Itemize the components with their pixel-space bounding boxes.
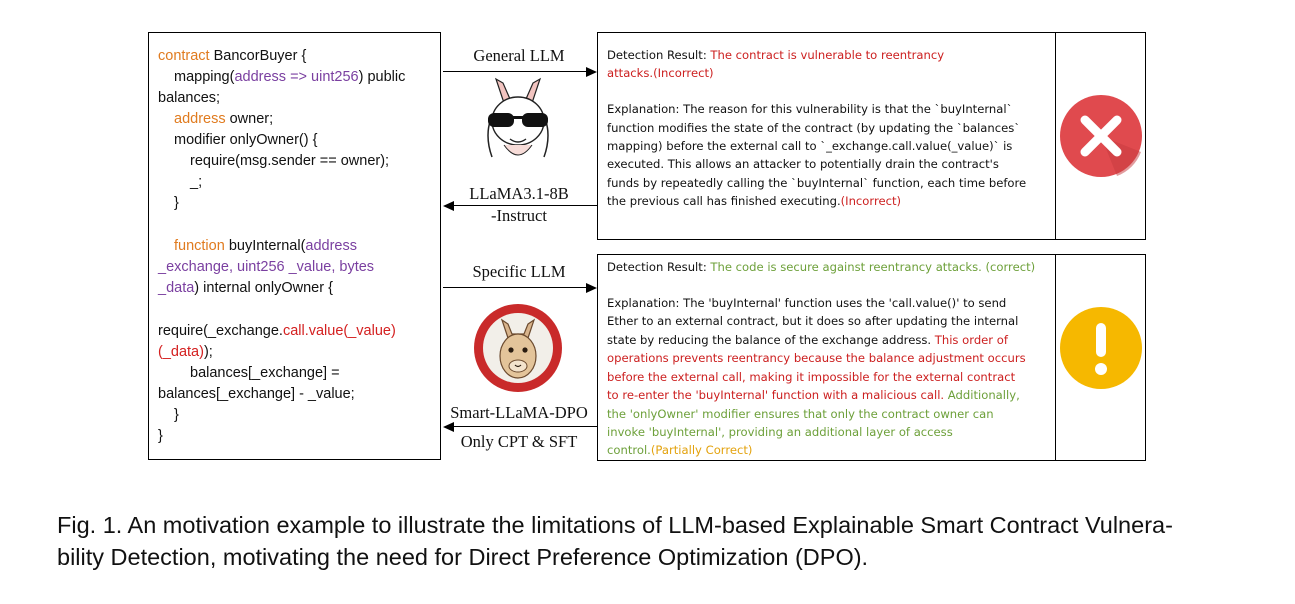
arrow-to-top-response — [443, 71, 587, 72]
smart-llama-label: Smart-LLaMA-DPO — [450, 403, 588, 422]
top-explanation-line2: function modifies the state of the contract (by updating the `balances` — [607, 121, 1021, 135]
top-explanation-line5: funds by repeatedly calling the `buyInternal` function, each time before — [607, 176, 1027, 190]
bottom-explanation-line1: Explanation: The 'buyInternal' function uses the 'call.value()' to send — [607, 296, 1007, 310]
bottom-explanation-line2: Ether to an external contract, but it does so after updating the internal — [607, 314, 1019, 328]
top-explanation-line4: executed. This allows an attacker to potentially drain the contract's — [607, 157, 999, 171]
exclamation-circle-icon — [1059, 306, 1143, 390]
code-line-17: } — [158, 428, 163, 444]
only-cpt-sft-label: Only CPT & SFT — [460, 432, 578, 451]
code-line-3: balances; — [158, 90, 221, 106]
code-panel — [148, 32, 441, 460]
top-explanation-line3: mapping) before the external call to `_exchange.call.value(_value)` is — [607, 139, 1013, 153]
llama-label-line2: -Instruct — [491, 206, 547, 225]
arrow-head-right-bottom — [586, 283, 597, 293]
code-line-7: _; — [190, 174, 203, 190]
bottom-explanation-line8: invoke 'buyInternal', providing an additional layer of access — [607, 425, 953, 439]
general-llm-response-panel — [597, 32, 1056, 240]
figure-caption-line2: bility Detection, motivating the need for Direct Preference Optimization (DPO). — [57, 544, 869, 570]
code-line-15: balances[_exchange] - _value; — [158, 386, 355, 402]
code-line-1: contract BancorBuyer { — [158, 48, 307, 64]
code-line-5: modifier onlyOwner() { — [174, 132, 318, 148]
arrow-back-top — [454, 205, 597, 206]
top-status-cell — [1056, 32, 1146, 240]
top-detection-result-line1: Detection Result: The contract is vulnerable to reentrancy — [607, 48, 945, 62]
bottom-explanation-line4: operations prevents reentrancy because the balance adjustment occurs — [607, 351, 1026, 365]
bottom-explanation-line7: the 'onlyOwner' modifier ensures that only the contract owner can — [607, 407, 994, 421]
general-llm-label: General LLM — [473, 46, 565, 65]
bottom-explanation-line3: state by reducing the balance of the exchange address. This order of — [607, 333, 1008, 347]
arrow-to-bottom-response — [443, 287, 587, 288]
arrow-head-left-bottom — [443, 422, 454, 432]
arrow-head-right-top — [586, 67, 597, 77]
code-line-4: address owner; — [174, 111, 274, 127]
code-line-14: balances[_exchange] = — [190, 365, 340, 381]
code-line-2: mapping(address => uint256) public — [174, 69, 406, 85]
code-line-13: (_data)); — [158, 344, 213, 360]
x-circle-icon — [1059, 94, 1143, 178]
specific-llm-response-panel — [597, 254, 1056, 461]
code-line-8: } — [174, 195, 179, 211]
bottom-explanation-line9: control.(Partially Correct) — [607, 443, 753, 457]
bottom-detection-result: Detection Result: The code is secure against reentrancy attacks. (correct) — [607, 260, 1036, 274]
general-llama-icon — [478, 75, 558, 167]
bottom-status-cell — [1056, 254, 1146, 461]
arrow-back-bottom — [454, 426, 597, 427]
llama-label-line1: LLaMA3.1-8B — [469, 184, 569, 203]
code-line-16: } — [174, 407, 179, 423]
code-line-11: _data) internal onlyOwner { — [158, 280, 333, 296]
arrow-head-left-top — [443, 201, 454, 211]
smart-llama-logo-icon — [472, 302, 564, 394]
code-line-12: require(_exchange.call.value(_value) — [158, 323, 396, 339]
code-line-10: _exchange, uint256 _value, bytes — [158, 259, 375, 275]
bottom-explanation-line6: to re-enter the 'buyInternal' function with a malicious call. Additionally, — [607, 388, 1020, 402]
code-line-9: function buyInternal(address — [174, 238, 357, 254]
top-detection-result-line2: attacks.(Incorrect) — [607, 66, 714, 80]
top-explanation-line1: Explanation: The reason for this vulnerability is that the `buyInternal` — [607, 102, 1013, 116]
code-line-6: require(msg.sender == owner); — [190, 153, 390, 169]
top-explanation-line6: the previous call has finished executing.(Incorrect) — [607, 194, 902, 208]
figure-caption-line1: Fig. 1. An motivation example to illustrate the limitations of LLM-based Explainable Smart Contract Vulnera- — [57, 512, 1173, 538]
specific-llm-label: Specific LLM — [472, 262, 566, 281]
bottom-explanation-line5: before the external call, making it impossible for the external contract — [607, 370, 1016, 384]
